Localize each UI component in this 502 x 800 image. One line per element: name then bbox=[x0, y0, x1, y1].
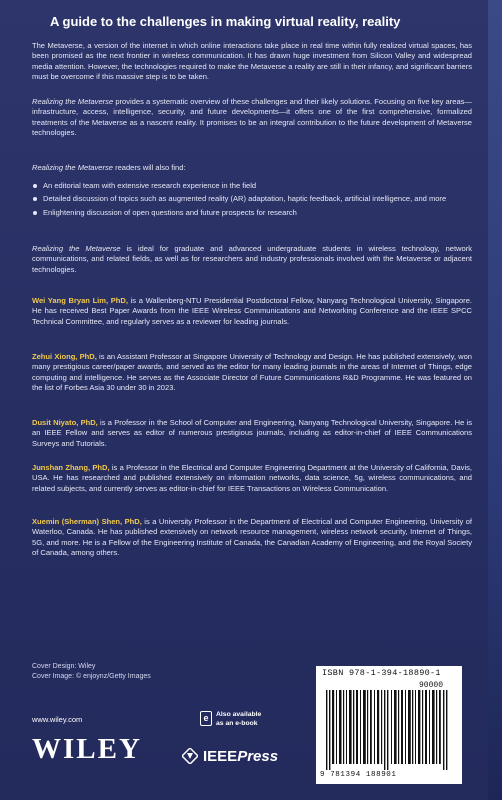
author-bio bbox=[32, 418, 472, 449]
book-title-italic: Realizing the Metaverse bbox=[32, 97, 114, 106]
ebook-availability bbox=[216, 711, 261, 728]
list-item: Enlightening discussion of open questions and future prospects for research bbox=[32, 208, 472, 218]
intro-paragraph: The Metaverse, a version of the internet in which online interactions take place in real time within fully realized virtual spaces, has been promised as the next frontier in wireless communication. It has drawn huge investment from Silicon Valley and widespread media attention. However, the technologies required to make the Metaverse a reality are still in their infancy, and significant barriers must be overcome if this massive step is to be taken. bbox=[32, 41, 472, 82]
author-bio bbox=[32, 296, 472, 327]
ieee-diamond-icon bbox=[182, 748, 198, 764]
ideal-paragraph bbox=[32, 244, 472, 275]
list-item: Detailed discussion of topics such as augmented reality (AR) adaptation, haptic feedback, artificial intelligence, and more bbox=[32, 194, 472, 204]
author-bio-text: is a Professor in the School of Computer and Engineering, Nanyang Technological University, Singapore. He is an IEEE Fellow and serves as editor of numerous prestigious journals, including as editor-in-chief of IEEE Communications Surveys and Tutorials. bbox=[32, 418, 472, 448]
barcode-graphic bbox=[322, 690, 456, 770]
price-code: 90000 bbox=[419, 681, 444, 690]
author-name: Dusit Niyato, PhD, bbox=[32, 418, 98, 427]
author-bio-text: is a University Professor in the Department of Electrical and Computer Engineering, University of Waterloo, Canada. He has published extensively on network resource management, wireless network security, Internet of Things, 5G, and more. He is a Fellow of the Engineering Institute of Canada, the Canadian Academy of Engineering, and the Royal Society of Canada, among others. bbox=[32, 517, 472, 558]
spine-edge bbox=[488, 0, 502, 800]
readers-paragraph bbox=[32, 163, 472, 173]
cover-design-credit: Cover Design: Wiley bbox=[32, 663, 96, 670]
author-name: Junshan Zhang, PhD, bbox=[32, 463, 110, 472]
author-bio-text: is a Professor in the Electrical and Computer Engineering Department at the University of California, Davis, USA. He has researched and published extensively on information networks, data science, 5g, wireless communications, and related subjects, and currently serves as editor-in-chief for IEEE Transactions on Wireless Communication. bbox=[32, 463, 472, 493]
readers-text: readers will also find: bbox=[112, 163, 186, 172]
ebook-line-2: as an e-book bbox=[216, 719, 258, 727]
author-name: Zehui Xiong, PhD, bbox=[32, 352, 97, 361]
author-bio-text: is an Assistant Professor at Singapore University of Technology and Design. He has published extensively, won many prestigious career/paper awards, and served as the editor for many leading journals in the areas of Internet of Things, edge computing and intelligence. He serves as the Associate Director of Future Communications R&D Programme. He was featured on the list of Forbes Asia 30 under 30 in 2023. bbox=[32, 352, 472, 393]
feature-list bbox=[32, 181, 472, 221]
ebook-icon: e bbox=[200, 711, 212, 726]
list-item: An editorial team with extensive research experience in the field bbox=[32, 181, 472, 191]
barcode-panel bbox=[316, 666, 462, 784]
author-bio bbox=[32, 352, 472, 394]
ebook-line-1: Also available bbox=[216, 711, 262, 718]
ieee-prefix: IEEE bbox=[203, 748, 238, 765]
isbn-label: ISBN 978-1-394-18890-1 bbox=[322, 668, 441, 678]
book-title-italic: Realizing the Metaverse bbox=[32, 244, 121, 253]
ieee-suffix: Press bbox=[237, 748, 279, 765]
author-bio-text: is a Wallenberg-NTU Presidential Postdoctoral Fellow, Nanyang Technological University, Singapore. He has received Best Paper Awards from the IEEE Wireless Communications and Networking Conference and the IEEE SPCC Technical Committee, and regularly serves as a reviewer for leading journals. bbox=[32, 296, 472, 326]
overview-paragraph bbox=[32, 97, 472, 139]
cover-credits bbox=[32, 662, 151, 682]
ideal-text: is ideal for graduate and advanced undergraduate students in wireless technology, network communications, and related fields, as well as for researchers and industry professionals involved with the Metaverse or adjacent technologies. bbox=[32, 244, 472, 274]
publisher-url: www.wiley.com bbox=[32, 715, 83, 724]
author-bio bbox=[32, 463, 472, 494]
book-title-italic: Realizing the Metaverse bbox=[32, 163, 113, 172]
wiley-logo: WILEY bbox=[32, 733, 142, 765]
ieee-press-logo bbox=[203, 748, 278, 765]
cover-image-credit: Cover Image: © enjoynz/Getty Images bbox=[32, 673, 151, 680]
author-name: Wei Yang Bryan Lim, PhD, bbox=[32, 296, 128, 305]
author-name: Xuemin (Sherman) Shen, PhD, bbox=[32, 517, 142, 526]
author-bio bbox=[32, 517, 472, 559]
cover-headline: A guide to the challenges in making virtual reality, reality bbox=[50, 14, 401, 29]
barcode-digits: 9 781394 188901 bbox=[320, 771, 397, 779]
overview-text: provides a systematic overview of these challenges and their likely solutions. Focusing on five key areas—infrastructure, access, intelligence, security, and future developments—it offers one of the first comprehensive, formalized treatments of the Metaverse as a nascent reality. It promises to be an integral contribution to the future development of Metaverse technologies. bbox=[32, 97, 472, 138]
